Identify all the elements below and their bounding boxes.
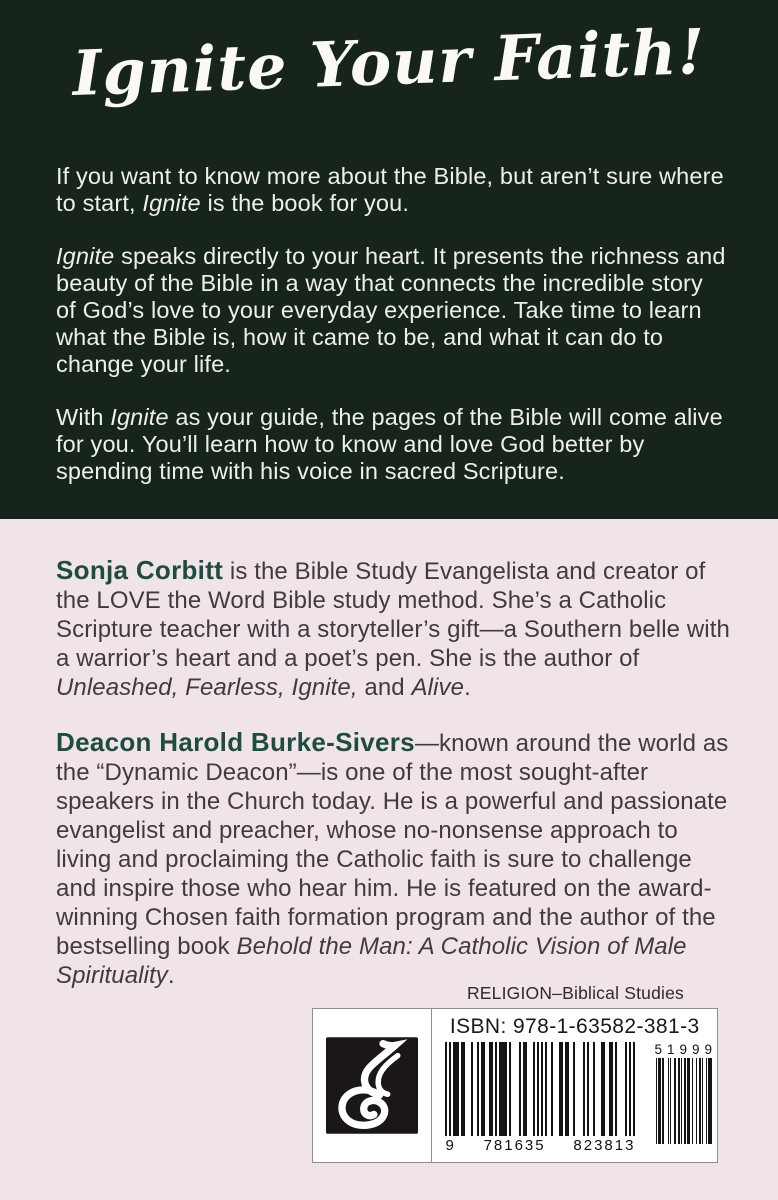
blurb-paragraph-2: Ignite speaks directly to your heart. It presents the richness and beauty of the Bible in a way that connects the incredible story of God’s love to your everyday experience. Take time to learn what the Bible is, how it came to be, and what it can do to change your life. bbox=[56, 243, 726, 377]
barcode-row bbox=[432, 1042, 717, 1154]
addon-bars bbox=[655, 1058, 712, 1144]
ean13-digits bbox=[445, 1137, 635, 1154]
author-bio-text: —known around the world as the “Dynamic Deacon”—is one of the most sought-after speakers in the Church today. He is a powerful and passionate evangelist and preacher, whose no-nonsense approach to living and proclaiming the Catholic faith is sure to challenge and inspire those who hear him. He is featured on the award-winning Chosen faith formation program and the author of the bestselling book Behold the Man: A Catholic Vision of Male Spirituality. bbox=[56, 730, 729, 989]
ean13-barcode bbox=[445, 1042, 635, 1154]
publisher-flame-logo-icon bbox=[326, 1037, 418, 1134]
ean-digit-group: 823813 bbox=[573, 1137, 636, 1154]
back-cover-top-section bbox=[0, 0, 778, 519]
back-blurb bbox=[56, 163, 728, 511]
price-addon-barcode bbox=[649, 1042, 717, 1144]
blurb-paragraph-3: With Ignite as your guide, the pages of the Bible will come alive for you. You’ll learn how to know and love God better by spending time with his voice in sacred Scripture. bbox=[56, 404, 723, 484]
bisac-category-label: RELIGION–Biblical Studies bbox=[466, 983, 684, 1003]
ean-digit-group: 781635 bbox=[483, 1137, 546, 1154]
author-bio-text: is the Bible Study Evangelista and creator of the LOVE the Word Bible study method. She’s a Catholic Scripture teacher with a storyteller’s gift—a Southern belle with a warrior’s heart and a poet’s pen. She is the author of Unleashed, Fearless, Ignite, and Alive. bbox=[56, 558, 730, 701]
author-bios bbox=[56, 556, 734, 1016]
author-name: Deacon Harold Burke-Sivers bbox=[56, 727, 415, 757]
price-code: 51999 bbox=[654, 1042, 717, 1057]
isbn-label: ISBN: 978-1-63582-381-3 bbox=[449, 1015, 700, 1038]
author-name: Sonja Corbitt bbox=[56, 555, 224, 585]
back-cover-bottom-section bbox=[0, 519, 778, 1200]
author-bio-sonja-corbitt bbox=[56, 556, 734, 702]
ean13-bars bbox=[445, 1042, 635, 1136]
author-bio-deacon-harold-burke-sivers bbox=[56, 728, 734, 990]
blurb-paragraph-1: If you want to know more about the Bible, but aren’t sure where to start, Ignite is the book for you. bbox=[56, 163, 724, 216]
isbn-barcode-panel bbox=[312, 1008, 718, 1163]
ean-digit-group: 9 bbox=[445, 1137, 456, 1154]
headline-script: Ignite Your Faith! bbox=[71, 14, 707, 111]
isbn-cell bbox=[432, 1009, 717, 1162]
publisher-logo-cell bbox=[313, 1009, 432, 1162]
